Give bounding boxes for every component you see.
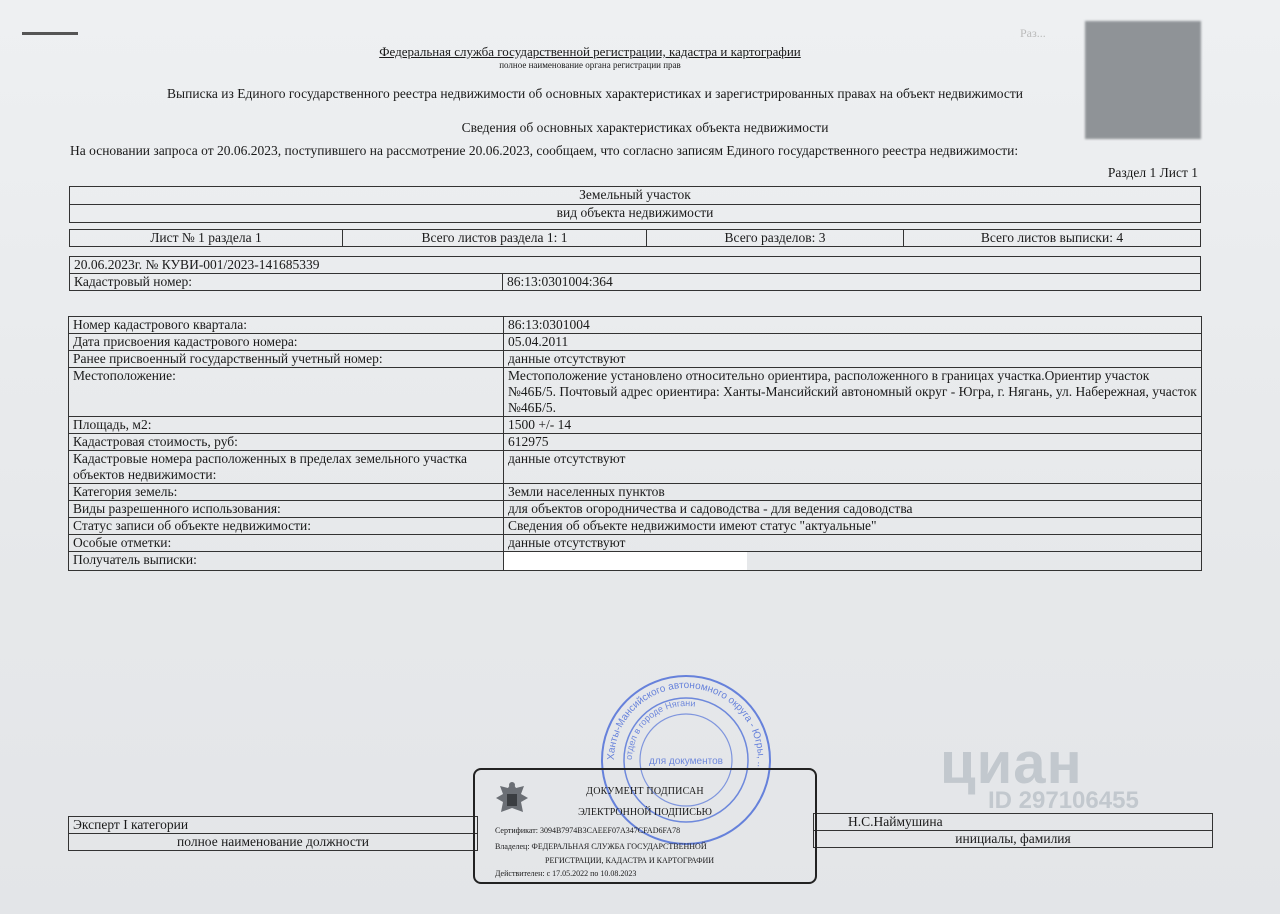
table-row [69, 501, 1202, 518]
cadastral-number-value: 86:13:0301004:364 [503, 274, 1201, 291]
row-value: Местоположение установлено относительно ориентира, расположенного в границах участка.Ориентир участок №46Б/5. Почтовый адрес ориентира: Ханты-Мансийский автономный округ - Югра, г. Нягань, ул. Набережная, участок №46Б/5. [504, 368, 1202, 417]
svg-text:отдел в городе Нягани [624, 698, 696, 760]
table-row [69, 317, 1202, 334]
row-label: Получатель выписки: [69, 552, 504, 571]
table-row [69, 351, 1202, 368]
esig-certificate: Сертификат: 3094B7974B3CAEEF07A347CFAD6FA78 [495, 826, 681, 835]
watermark [940, 730, 1139, 815]
table-row [69, 518, 1202, 535]
watermark-brand: циан [940, 731, 1083, 796]
row-label: Виды разрешенного использования: [69, 501, 504, 518]
table-row [69, 417, 1202, 434]
row-value: данные отсутствуют [504, 535, 1202, 552]
sheets-total: Всего листов выписки: 4 [904, 230, 1201, 247]
row-value: Земли населенных пунктов [504, 484, 1202, 501]
agency-name: Федеральная служба государственной регистрации, кадастра и картографии [379, 44, 801, 59]
sections-total: Всего разделов: 3 [647, 230, 904, 247]
row-label: Категория земель: [69, 484, 504, 501]
corner-text: Раз... [1020, 26, 1046, 40]
row-value: Сведения об объекте недвижимости имеют статус "актуальные" [504, 518, 1202, 535]
info-title: Сведения об основных характеристиках объекта недвижимости [461, 120, 829, 135]
table-row [69, 552, 1202, 571]
esig-line1: ДОКУМЕНТ ПОДПИСАН [586, 786, 704, 797]
row-label: Площадь, м2: [69, 417, 504, 434]
object-type-caption: вид объекта недвижимости [70, 205, 1201, 223]
table-row [69, 535, 1202, 552]
stamp-ring-text: Ханты-Мансийского автономного округа - Югры, ... [605, 679, 767, 771]
row-value: 86:13:0301004 [504, 317, 1202, 334]
row-value: 05.04.2011 [504, 334, 1202, 351]
table-row [69, 334, 1202, 351]
characteristics-table [68, 316, 1202, 571]
cadastral-number-label: Кадастровый номер: [70, 274, 503, 291]
object-type: Земельный участок [70, 187, 1201, 205]
row-value: для объектов огородничества и садоводства - для ведения садоводства [504, 501, 1202, 518]
position: Эксперт I категории [69, 817, 478, 834]
esig-line2: ЭЛЕКТРОННОЙ ПОДПИСЬЮ [578, 807, 712, 818]
esig-valid: Действителен: с 17.05.2022 по 10.08.2023 [495, 869, 637, 878]
row-label: Дата присвоения кадастрового номера: [69, 334, 504, 351]
electronic-signature-box [473, 768, 817, 884]
row-label: Ранее присвоенный государственный учетный номер: [69, 351, 504, 368]
stamp-inner-text: отдел в городе Нягани [623, 697, 697, 761]
signer-name: Н.С.Наймушина [814, 814, 1213, 831]
registration-number: 20.06.2023г. № КУВИ-001/2023-141685339 [70, 257, 1201, 274]
corner-dash [22, 32, 78, 35]
row-value: данные отсутствуют [504, 451, 1202, 484]
extract-title: Выписка из Единого государственного реестра недвижимости об основных характеристиках и зарегистрированных правах на объект недвижимости [167, 86, 1023, 101]
object-type-table [69, 186, 1201, 223]
row-label: Статус записи об объекте недвижимости: [69, 518, 504, 535]
sheet-number: Лист № 1 раздела 1 [70, 230, 343, 247]
basis-text: На основании запроса от 20.06.2023, поступившего на рассмотрение 20.06.2023, сообщаем, что согласно записям Единого государственного реестра недвижимости: [70, 143, 1019, 158]
row-value [504, 552, 1202, 571]
position-table [68, 816, 478, 851]
stamp-center-text: для документов [649, 756, 723, 767]
sheets-in-section: Всего листов раздела 1: 1 [343, 230, 647, 247]
row-label: Местоположение: [69, 368, 504, 417]
esig-owner: Владелец: ФЕДЕРАЛЬНАЯ СЛУЖБА ГОСУДАРСТВЕННОЙ [495, 842, 707, 851]
watermark-id: ID 297106455 [988, 787, 1139, 814]
name-caption: инициалы, фамилия [814, 831, 1213, 848]
row-label: Кадастровые номера расположенных в пределах земельного участка объектов недвижимости: [69, 451, 504, 484]
row-label: Особые отметки: [69, 535, 504, 552]
registration-table [69, 256, 1201, 291]
table-row [69, 434, 1202, 451]
row-value: 612975 [504, 434, 1202, 451]
table-row [69, 484, 1202, 501]
redacted-recipient [504, 552, 747, 570]
table-row [69, 451, 1202, 484]
esig-owner2: РЕГИСТРАЦИИ, КАДАСТРА И КАРТОГРАФИИ [545, 856, 715, 865]
position-caption: полное наименование должности [69, 834, 478, 851]
name-table [813, 813, 1213, 848]
sheets-table [69, 229, 1201, 247]
table-row [69, 368, 1202, 417]
row-label: Кадастровая стоимость, руб: [69, 434, 504, 451]
row-value: данные отсутствуют [504, 351, 1202, 368]
agency-caption: полное наименование органа регистрации прав [499, 60, 681, 70]
row-value: 1500 +/- 14 [504, 417, 1202, 434]
section-label: Раздел 1 Лист 1 [1107, 165, 1198, 180]
row-label: Номер кадастрового квартала: [69, 317, 504, 334]
